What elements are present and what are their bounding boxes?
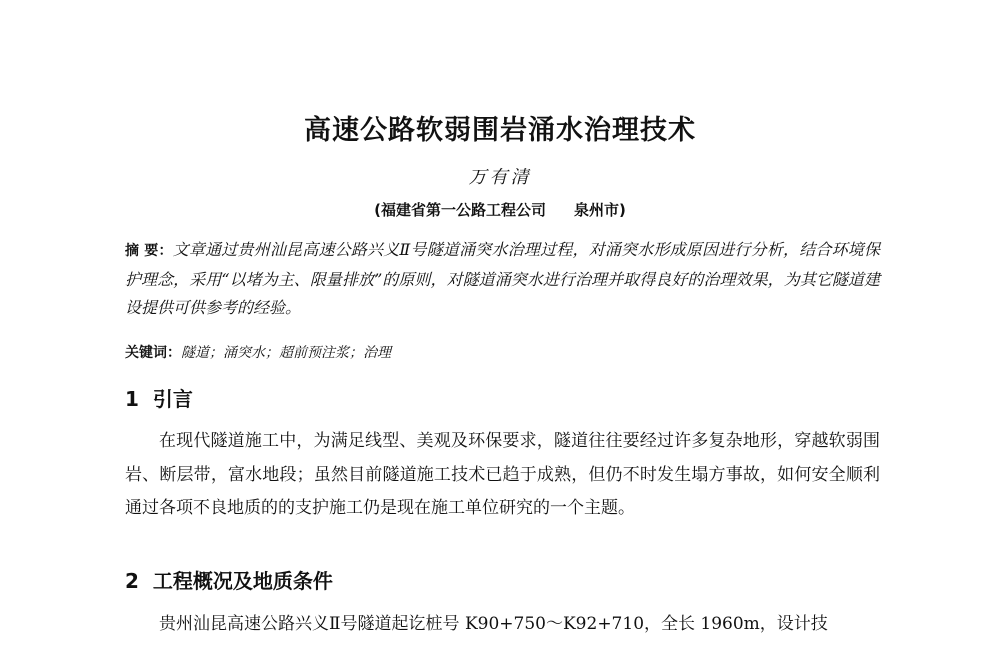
section-body-project-overview: 贵州汕昆高速公路兴义Ⅱ号隧道起讫桩号 K90+750～K92+710，全长 1960m，设计技 xyxy=(159,614,828,634)
keywords-label: 关键词： xyxy=(125,345,181,361)
affiliation-org: (福建省第一公路工程公司 xyxy=(374,201,546,219)
affiliation xyxy=(0,199,1000,220)
section-body-introduction: 在现代隧道施工中，为满足线型、美观及环保要求，隧道往往要经过许多复杂地形，穿越软弱围岩、断层带，富水地段；虽然目前隧道施工技术已趋于成熟，但仍不时发生塌方事故，如何安全顺利通过各项不良地质的的支护施工仍是现在施工单位研究的一个主题。 xyxy=(125,431,880,518)
author-name: 万有清 xyxy=(468,167,532,188)
abstract xyxy=(125,236,880,323)
keywords xyxy=(125,342,880,364)
section-number: 1 xyxy=(125,387,139,411)
keywords-text: 隧道；涌突水；超前预注浆；治理 xyxy=(181,345,391,361)
section-heading-project-overview xyxy=(125,565,333,594)
section-heading-introduction xyxy=(125,383,193,412)
section-number: 2 xyxy=(125,569,139,593)
section-title: 工程概况及地质条件 xyxy=(152,569,333,593)
section-title: 引言 xyxy=(152,387,193,411)
affiliation-city: 泉州市) xyxy=(574,201,626,219)
abstract-text: 文章通过贵州汕昆高速公路兴义Ⅱ号隧道涌突水治理过程，对涌突水形成原因进行分析，结合环境保护理念，采用“以堵为主、限量排放”的原则，对隧道涌突水进行治理并取得良好的治理效果，为其它隧道建设提供可供参考的经验。 xyxy=(125,240,880,317)
abstract-label: 摘 要： xyxy=(125,243,173,259)
paper-title: 高速公路软弱围岩涌水治理技术 xyxy=(304,115,696,146)
